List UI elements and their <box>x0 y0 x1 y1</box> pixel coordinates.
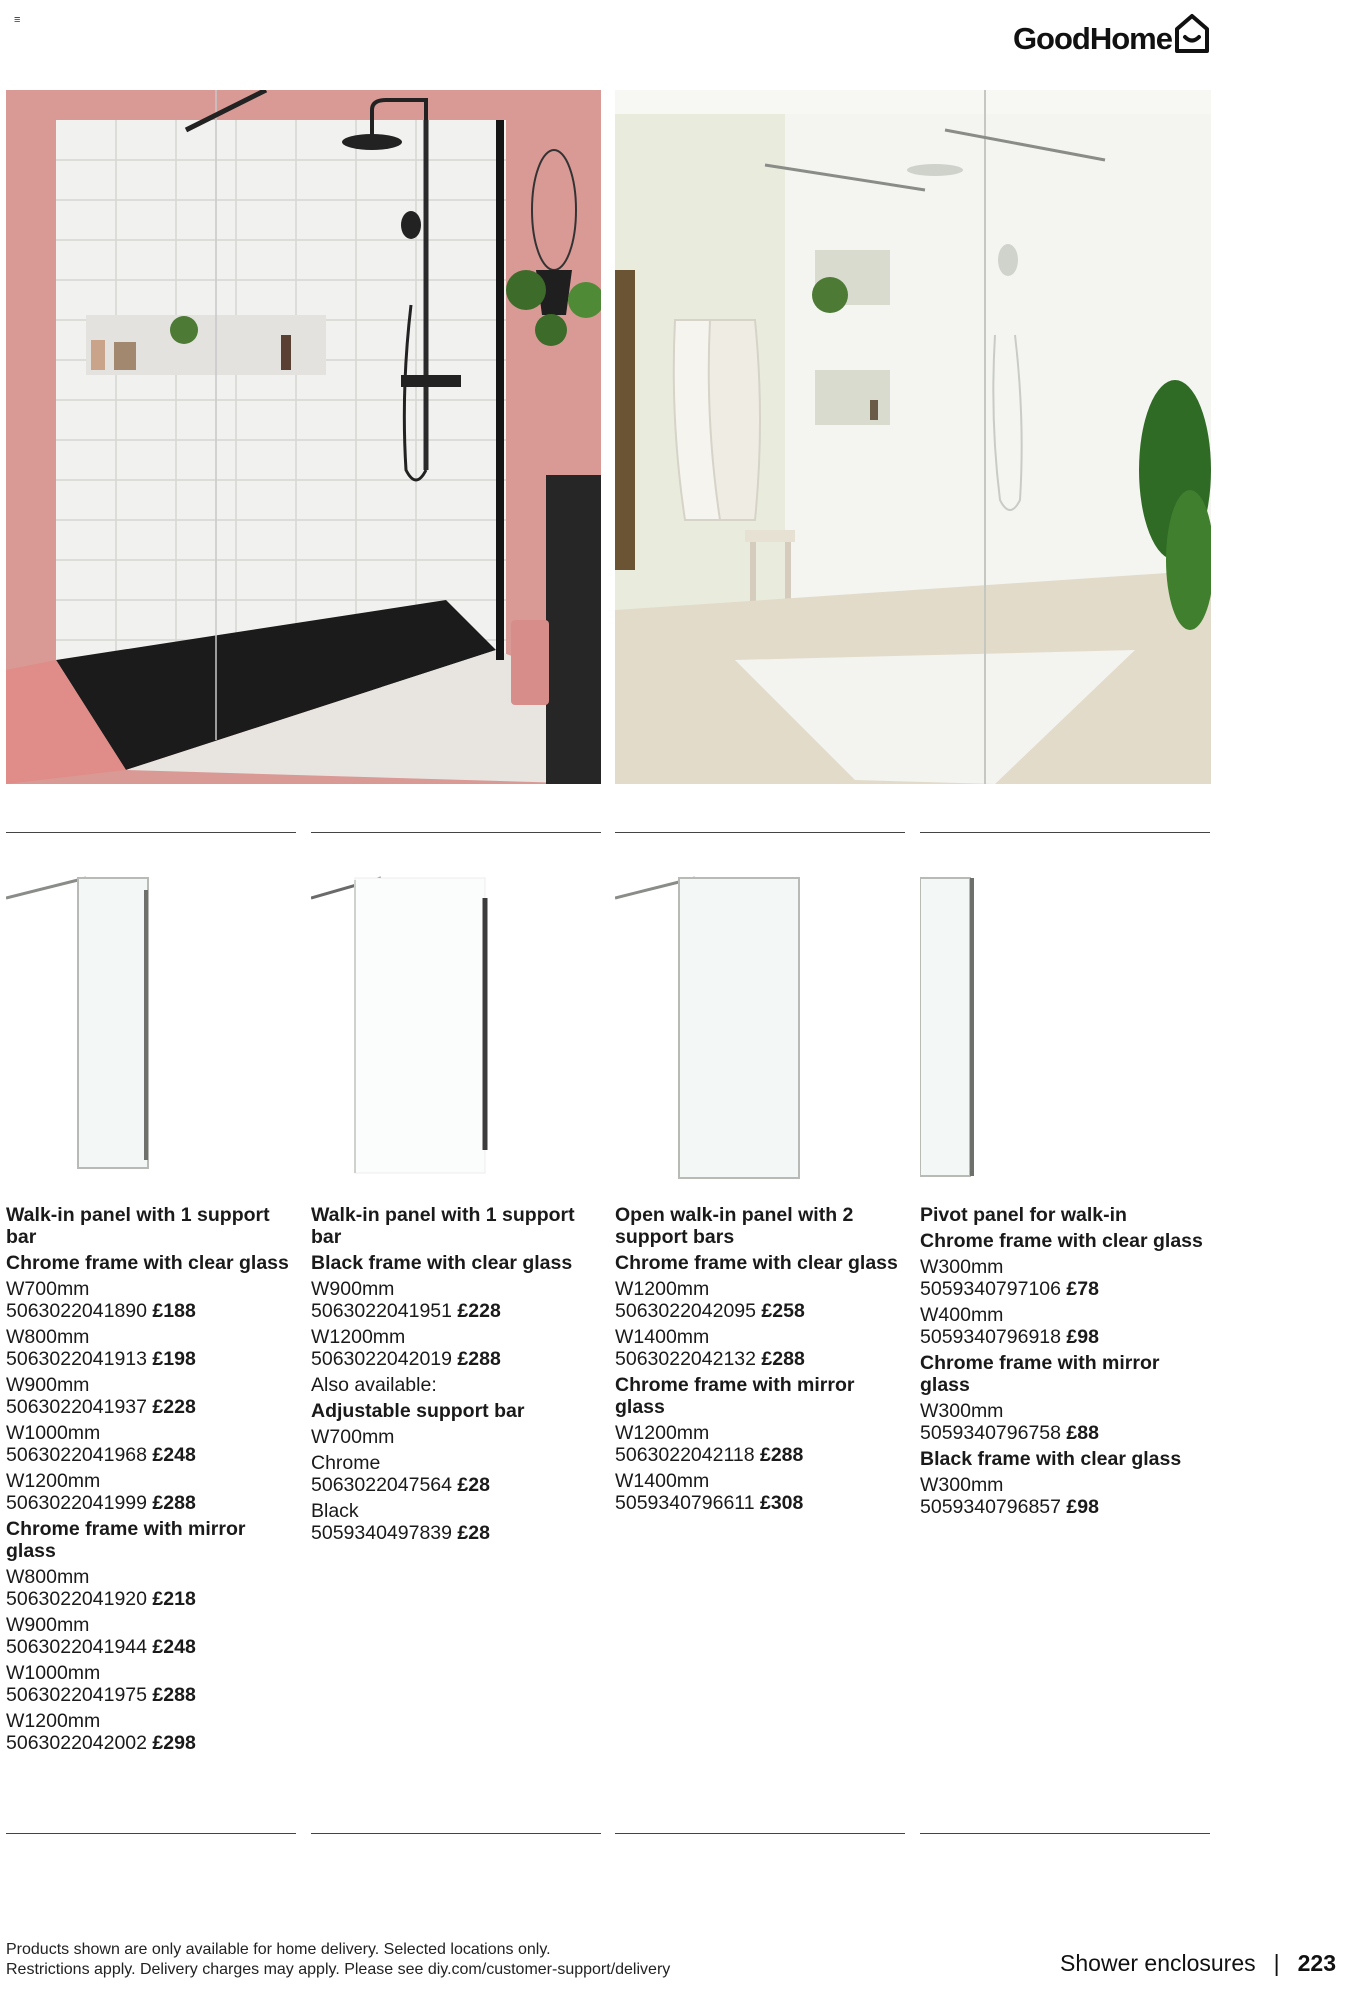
variant-list <box>311 1278 601 1370</box>
column-divider <box>615 1833 905 1834</box>
price: £288 <box>761 1348 805 1370</box>
variant-heading: Chrome frame with mirror glass <box>6 1518 246 1562</box>
variant-size: W700mm <box>6 1278 90 1300</box>
variant-size: W300mm <box>920 1256 1004 1278</box>
delivery-note <box>6 1940 670 1980</box>
variant-sku <box>920 1326 1210 1348</box>
variant-size: W1200mm <box>6 1470 101 1492</box>
variant-sku <box>6 1684 296 1706</box>
product-image-walk-in-panel-black <box>311 868 601 1188</box>
price: £258 <box>761 1300 805 1322</box>
sku-code: 5063022041975 <box>6 1684 147 1706</box>
product-walk-in-panel-chrome <box>6 1204 296 1754</box>
footer-separator: | <box>1273 1950 1280 1976</box>
price: £28 <box>457 1522 490 1544</box>
variant-heading: Black frame with clear glass <box>311 1252 573 1274</box>
sku-code: 5059340796918 <box>920 1326 1061 1348</box>
variant-sku <box>6 1300 296 1322</box>
variant-list <box>615 1422 905 1514</box>
delivery-note-line: Products shown are only available for home delivery. Selected locations only. <box>6 1941 551 1958</box>
variant-heading: Chrome frame with clear glass <box>6 1252 289 1274</box>
variant-list <box>920 1256 1210 1348</box>
price: £288 <box>457 1348 501 1370</box>
variant-sku <box>6 1588 296 1610</box>
price: £228 <box>457 1300 501 1322</box>
sku-code: 5063022041951 <box>311 1300 452 1322</box>
variant-sku <box>311 1348 601 1370</box>
variant-size: W1200mm <box>311 1326 406 1348</box>
variant-size: W1400mm <box>615 1326 710 1348</box>
house-icon <box>1174 12 1210 54</box>
variant-list <box>920 1400 1210 1444</box>
variant-list <box>6 1278 296 1514</box>
product-image-walk-in-panel-chrome <box>6 868 296 1188</box>
variant-size: W900mm <box>311 1278 395 1300</box>
price: £188 <box>152 1300 196 1322</box>
variant-sku <box>6 1636 296 1658</box>
product-pivot-panel <box>920 1204 1210 1518</box>
product-title: Walk-in panel with 1 support bar <box>311 1204 575 1248</box>
accessory-sku <box>311 1522 601 1544</box>
variant-sku <box>6 1444 296 1466</box>
variant-heading: Black frame with clear glass <box>920 1448 1182 1470</box>
variant-size: W1000mm <box>6 1662 101 1684</box>
price: £248 <box>152 1444 196 1466</box>
sku-code: 5063022042019 <box>311 1348 452 1370</box>
variant-sku <box>6 1492 296 1514</box>
variant-size: W800mm <box>6 1326 90 1348</box>
accessory-size: W700mm <box>311 1426 395 1448</box>
variant-size: W800mm <box>6 1566 90 1588</box>
variant-sku <box>920 1496 1210 1518</box>
product-title: Pivot panel for walk-in <box>920 1204 1127 1226</box>
section-title: Shower enclosures <box>1060 1950 1256 1976</box>
column-divider <box>920 832 1210 833</box>
variant-size: W1200mm <box>6 1710 101 1732</box>
page-footer <box>1060 1950 1336 1977</box>
price: £98 <box>1066 1326 1099 1348</box>
variant-size: W1200mm <box>615 1278 710 1300</box>
variant-size: W900mm <box>6 1374 90 1396</box>
brand-name: GoodHome <box>1012 21 1172 56</box>
variant-sku <box>6 1396 296 1418</box>
sku-code: 5063022041913 <box>6 1348 147 1370</box>
price: £228 <box>152 1396 196 1418</box>
variant-sku <box>615 1300 905 1322</box>
column-divider <box>615 832 905 833</box>
sku-code: 5063022042002 <box>6 1732 147 1754</box>
variant-size: W400mm <box>920 1304 1004 1326</box>
price: £308 <box>759 1492 804 1514</box>
variant-size: W1200mm <box>615 1422 710 1444</box>
price: £288 <box>759 1444 804 1466</box>
sku-code: 5063022042118 <box>615 1444 755 1466</box>
price: £218 <box>152 1588 196 1610</box>
variant-size: W1000mm <box>6 1422 101 1444</box>
variant-heading: Chrome frame with clear glass <box>920 1230 1203 1252</box>
variant-size: W900mm <box>6 1614 90 1636</box>
accessory-finish: Black <box>311 1500 359 1522</box>
product-walk-in-panel-black <box>311 1204 601 1544</box>
variant-sku <box>311 1300 601 1322</box>
sku-code: 5063022042095 <box>615 1300 756 1322</box>
menu-glyph: ≡ <box>14 14 21 26</box>
variant-size: W300mm <box>920 1400 1004 1422</box>
sku-code: 5063022041944 <box>6 1636 147 1658</box>
price: £248 <box>152 1636 196 1658</box>
column-divider <box>6 832 296 833</box>
variant-sku <box>6 1348 296 1370</box>
variant-sku <box>615 1348 905 1370</box>
price: £28 <box>457 1474 490 1496</box>
product-open-walk-in-panel <box>615 1204 905 1514</box>
variant-heading: Chrome frame with mirror glass <box>615 1374 855 1418</box>
product-title: Open walk-in panel with 2 support bars <box>615 1204 854 1248</box>
variant-heading: Chrome frame with clear glass <box>615 1252 898 1274</box>
variant-sku <box>615 1444 905 1466</box>
sku-code: 5059340796611 <box>615 1492 755 1514</box>
also-available-label: Also available: <box>311 1374 437 1396</box>
product-image-open-walk-in-panel <box>615 868 905 1188</box>
sku-code: 5063022041937 <box>6 1396 147 1418</box>
variant-list <box>6 1566 296 1754</box>
accessory-heading: Adjustable support bar <box>311 1400 525 1422</box>
price: £298 <box>152 1732 196 1754</box>
accessory-sku <box>311 1474 601 1496</box>
sku-code: 5063022047564 <box>311 1474 452 1496</box>
sku-code: 5063022042132 <box>615 1348 756 1370</box>
product-image-pivot-panel <box>920 868 1210 1188</box>
column-divider <box>311 832 601 833</box>
price: £198 <box>152 1348 196 1370</box>
price: £98 <box>1066 1496 1099 1518</box>
column-divider <box>920 1833 1210 1834</box>
column-divider <box>311 1833 601 1834</box>
price: £288 <box>152 1492 196 1514</box>
variant-size: W300mm <box>920 1474 1004 1496</box>
sku-code: 5063022041920 <box>6 1588 147 1610</box>
accessory-list <box>311 1426 601 1544</box>
variant-heading: Chrome frame with mirror glass <box>920 1352 1160 1396</box>
variant-sku <box>6 1732 296 1754</box>
sku-code: 5059340797106 <box>920 1278 1061 1300</box>
sku-code: 5059340796857 <box>920 1496 1061 1518</box>
variant-sku <box>615 1492 905 1514</box>
variant-list <box>615 1278 905 1370</box>
variant-list <box>920 1474 1210 1518</box>
photo-black-frame-shower <box>6 90 601 784</box>
sku-code: 5059340497839 <box>311 1522 452 1544</box>
variant-sku <box>920 1278 1210 1300</box>
product-title: Walk-in panel with 1 support bar <box>6 1204 270 1248</box>
price: £288 <box>152 1684 196 1706</box>
variant-size: W1400mm <box>615 1470 710 1492</box>
accessory-finish: Chrome <box>311 1452 381 1474</box>
photo-chrome-frame-shower <box>615 90 1211 784</box>
sku-code: 5063022041999 <box>6 1492 147 1514</box>
sku-code: 5063022041890 <box>6 1300 147 1322</box>
price: £88 <box>1066 1422 1099 1444</box>
brand-logo <box>1013 12 1210 54</box>
variant-sku <box>920 1422 1210 1444</box>
sku-code: 5063022041968 <box>6 1444 147 1466</box>
sku-code: 5059340796758 <box>920 1422 1061 1444</box>
column-divider <box>6 1833 296 1834</box>
delivery-note-line: Restrictions apply. Delivery charges may apply. Please see diy.com/customer-support/delivery <box>6 1961 671 1978</box>
price: £78 <box>1066 1278 1099 1300</box>
page-number: 223 <box>1297 1950 1336 1976</box>
